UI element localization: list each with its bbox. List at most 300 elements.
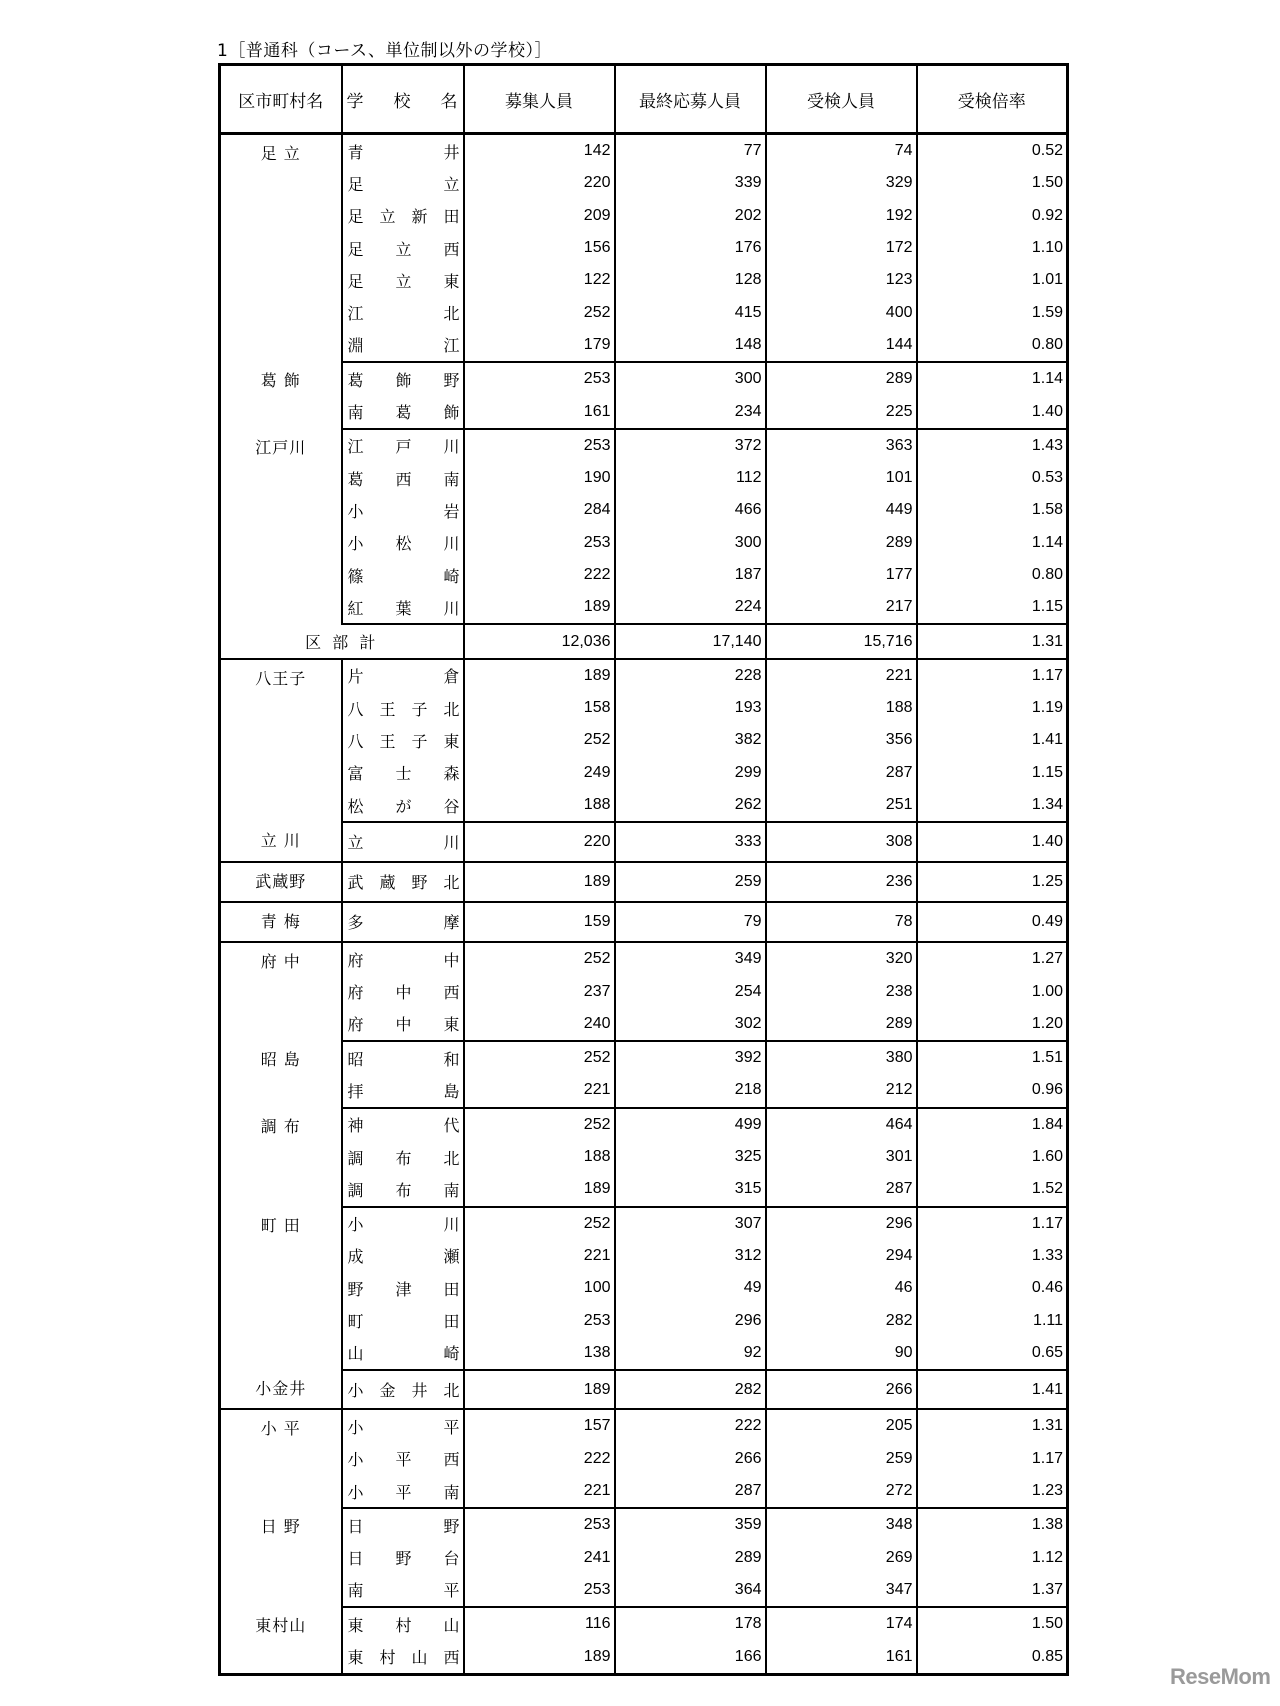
applicants-cell: 307	[615, 1207, 766, 1240]
school-name-char: 西	[395, 469, 412, 489]
capacity-cell: 189	[464, 659, 615, 692]
ratio-cell: 1.27	[917, 942, 1068, 975]
examinees-cell: 449	[766, 494, 917, 526]
school-name-char: 北	[443, 873, 460, 893]
table-row	[220, 494, 1068, 526]
table-row	[220, 232, 1068, 264]
school-name-cell	[342, 1337, 464, 1370]
applicants-cell: 77	[615, 134, 766, 168]
school-name-cell	[342, 429, 464, 462]
ratio-cell: 0.80	[917, 559, 1068, 591]
ratio-cell: 1.84	[917, 1108, 1068, 1141]
school-name-char: 葉	[395, 598, 412, 618]
ratio-cell: 0.92	[917, 200, 1068, 232]
table-row	[220, 1272, 1068, 1304]
district-cell: 町 田	[260, 1215, 301, 1235]
examinees-cell: 308	[766, 822, 917, 861]
examinees-cell: 238	[766, 975, 917, 1007]
school-name-cell	[342, 134, 464, 168]
school-name-char: 倉	[443, 667, 460, 687]
table-row	[220, 822, 1068, 861]
applicants-cell: 148	[615, 329, 766, 362]
school-name-cell	[342, 789, 464, 822]
table-row	[220, 1508, 1068, 1541]
capacity-cell: 122	[464, 264, 615, 296]
school-name-cell	[342, 1541, 464, 1573]
table-row	[220, 167, 1068, 199]
school-name-char: 東	[443, 731, 460, 751]
school-name-char: 子	[411, 699, 428, 719]
total-ratio: 1.31	[917, 624, 1068, 658]
ratio-cell: 1.11	[917, 1304, 1068, 1336]
school-name-cell	[342, 395, 464, 428]
capacity-cell: 190	[464, 462, 615, 494]
school-name-char: 立	[395, 271, 412, 291]
school-name-char: 瀬	[443, 1247, 460, 1267]
school-name-cell	[342, 692, 464, 724]
ratio-cell: 0.49	[917, 902, 1068, 942]
capacity-cell: 252	[464, 1207, 615, 1240]
school-name-cell	[342, 862, 464, 902]
applicants-cell: 178	[615, 1607, 766, 1640]
school-name-char: 西	[443, 1648, 460, 1667]
school-name-cell	[342, 659, 464, 692]
school-name-char: 成	[347, 1247, 364, 1267]
table-row	[220, 559, 1068, 591]
school-name-cell	[342, 1008, 464, 1041]
ratio-cell: 1.52	[917, 1173, 1068, 1206]
capacity-cell: 189	[464, 862, 615, 902]
header-district: 区市町村名	[220, 65, 342, 134]
examinees-cell: 400	[766, 296, 917, 328]
capacity-cell: 100	[464, 1272, 615, 1304]
school-name-char: 小	[347, 1215, 364, 1235]
table-row	[220, 789, 1068, 822]
school-name-cell	[342, 232, 464, 264]
capacity-cell: 252	[464, 942, 615, 975]
ratio-cell: 1.43	[917, 429, 1068, 462]
school-name-char: 川	[443, 437, 460, 457]
examinees-cell: 329	[766, 167, 917, 199]
table-row	[220, 862, 1068, 902]
examinees-cell: 348	[766, 1508, 917, 1541]
ratio-cell: 1.34	[917, 789, 1068, 822]
applicants-cell: 224	[615, 591, 766, 624]
ratio-cell: 1.00	[917, 975, 1068, 1007]
school-name-char: 村	[379, 1648, 396, 1667]
capacity-cell: 253	[464, 1304, 615, 1336]
capacity-cell: 249	[464, 757, 615, 789]
table-row	[220, 1304, 1068, 1336]
school-name-char: 田	[443, 207, 460, 227]
capacity-cell: 156	[464, 232, 615, 264]
school-name-char: 日	[347, 1549, 364, 1569]
capacity-cell: 253	[464, 1508, 615, 1541]
ratio-cell: 1.33	[917, 1240, 1068, 1272]
header-applicants: 最終応募人員	[615, 65, 766, 134]
school-name-char: 士	[395, 764, 412, 784]
school-name-char: 田	[443, 1279, 460, 1299]
ratio-cell: 1.31	[917, 1409, 1068, 1442]
table-row	[220, 724, 1068, 756]
capacity-cell: 221	[464, 1475, 615, 1508]
school-name-char: 神	[347, 1116, 364, 1136]
examinees-cell: 294	[766, 1240, 917, 1272]
examinees-cell: 46	[766, 1272, 917, 1304]
table-row	[220, 1074, 1068, 1107]
applicants-cell: 218	[615, 1074, 766, 1107]
ratio-cell: 1.37	[917, 1574, 1068, 1607]
school-name-char: 西	[443, 1450, 460, 1470]
capacity-cell: 179	[464, 329, 615, 362]
school-name-char: 篠	[347, 566, 364, 586]
capacity-cell: 189	[464, 1173, 615, 1206]
school-name-char: 立	[443, 174, 460, 194]
school-name-char: 江	[347, 437, 364, 457]
school-name-char: 南	[443, 469, 460, 489]
examinees-cell: 221	[766, 659, 917, 692]
applicants-cell: 364	[615, 1574, 766, 1607]
school-name-char: 足	[347, 174, 364, 194]
school-name-char: 小	[347, 1450, 364, 1470]
school-name-char: 南	[443, 1482, 460, 1502]
ratio-cell: 1.50	[917, 1607, 1068, 1640]
examinees-cell: 78	[766, 902, 917, 942]
school-name-char: 葛	[347, 370, 364, 390]
school-name-char: 中	[395, 983, 412, 1003]
capacity-cell: 157	[464, 1409, 615, 1442]
examinees-cell: 172	[766, 232, 917, 264]
examinees-cell: 363	[766, 429, 917, 462]
capacity-cell: 161	[464, 395, 615, 428]
ratio-cell: 1.50	[917, 167, 1068, 199]
table-row	[220, 1409, 1068, 1442]
district-cell: 足 立	[260, 144, 301, 163]
capacity-cell: 253	[464, 527, 615, 559]
capacity-cell: 237	[464, 975, 615, 1007]
capacity-cell: 189	[464, 1370, 615, 1409]
ratio-cell: 1.17	[917, 1443, 1068, 1475]
ratio-cell: 1.23	[917, 1475, 1068, 1508]
ratio-cell: 1.01	[917, 264, 1068, 296]
school-name-char: 北	[443, 304, 460, 324]
examinees-cell: 269	[766, 1541, 917, 1573]
school-name-char: 中	[443, 950, 460, 970]
ratio-cell: 0.52	[917, 134, 1068, 168]
school-name-char: 北	[443, 699, 460, 719]
district-cell: 調 布	[260, 1116, 301, 1136]
school-name-char: 日	[347, 1516, 364, 1536]
applicants-cell: 315	[615, 1173, 766, 1206]
school-name-char: 北	[443, 1381, 460, 1401]
school-name-cell	[342, 1108, 464, 1141]
school-name-char: 北	[443, 1148, 460, 1168]
school-name-char: 金	[379, 1381, 396, 1401]
school-name-char: 葛	[347, 469, 364, 489]
school-name-char: 紅	[347, 598, 364, 618]
applicants-cell: 259	[615, 862, 766, 902]
applicants-cell: 300	[615, 527, 766, 559]
applicants-cell: 128	[615, 264, 766, 296]
ratio-cell: 1.40	[917, 395, 1068, 428]
applicants-cell: 202	[615, 200, 766, 232]
school-name-cell	[342, 1443, 464, 1475]
applicants-cell: 300	[615, 362, 766, 395]
capacity-cell: 253	[464, 362, 615, 395]
school-name-char: 昭	[347, 1049, 364, 1069]
capacity-cell: 241	[464, 1541, 615, 1573]
school-name-char: 淵	[347, 336, 364, 356]
school-name-char: が	[395, 796, 412, 816]
district-cell: 小金井	[220, 1370, 342, 1409]
applicants-cell: 254	[615, 975, 766, 1007]
district-cell: 立 川	[220, 822, 342, 861]
school-name-cell	[342, 942, 464, 975]
school-name-cell	[342, 1173, 464, 1206]
district-cell: 日 野	[260, 1517, 301, 1537]
school-name-char: 台	[443, 1549, 460, 1569]
total-applicants: 17,140	[615, 624, 766, 658]
ratio-cell: 1.15	[917, 757, 1068, 789]
school-name-char: 立	[395, 239, 412, 259]
school-name-char: 平	[395, 1482, 412, 1502]
applicants-cell: 325	[615, 1141, 766, 1173]
capacity-cell: 142	[464, 134, 615, 168]
school-name-char: 川	[443, 598, 460, 618]
admissions-table	[218, 63, 1069, 1676]
school-name-char: 山	[411, 1648, 428, 1667]
applicants-cell: 193	[615, 692, 766, 724]
school-name-char: 武	[347, 873, 364, 893]
school-name-char: 立	[379, 207, 396, 227]
ratio-cell: 1.14	[917, 527, 1068, 559]
table-row	[220, 296, 1068, 328]
school-name-cell	[342, 975, 464, 1007]
school-name-cell	[342, 1207, 464, 1240]
school-name-cell	[342, 1370, 464, 1409]
ratio-cell: 1.17	[917, 1207, 1068, 1240]
ratio-cell: 1.25	[917, 862, 1068, 902]
table-caption: 1［普通科（コース、単位制以外の学校）］	[217, 41, 552, 61]
applicants-cell: 382	[615, 724, 766, 756]
table-row	[220, 1640, 1068, 1674]
school-name-char: 井	[411, 1381, 428, 1401]
school-name-char: 野	[395, 1549, 412, 1569]
applicants-cell: 112	[615, 462, 766, 494]
school-name-cell	[342, 296, 464, 328]
school-name-char: 布	[395, 1180, 412, 1200]
school-name-char: 摩	[443, 913, 460, 933]
school-name-char: 代	[443, 1116, 460, 1136]
school-name-cell	[342, 559, 464, 591]
applicants-cell: 466	[615, 494, 766, 526]
school-name-char: 江	[443, 336, 460, 356]
school-name-cell	[342, 1409, 464, 1442]
school-name-cell	[342, 822, 464, 861]
applicants-cell: 49	[615, 1272, 766, 1304]
examinees-cell: 161	[766, 1640, 917, 1674]
school-name-cell	[342, 1074, 464, 1107]
school-name-char: 府	[347, 983, 364, 1003]
ratio-cell: 0.65	[917, 1337, 1068, 1370]
examinees-cell: 356	[766, 724, 917, 756]
ratio-cell: 1.58	[917, 494, 1068, 526]
school-name-char: 王	[379, 699, 396, 719]
examinees-cell: 289	[766, 527, 917, 559]
school-name-cell	[342, 1041, 464, 1074]
table-row	[220, 362, 1068, 395]
capacity-cell: 159	[464, 902, 615, 942]
table-row	[220, 1475, 1068, 1508]
applicants-cell: 499	[615, 1108, 766, 1141]
capacity-cell: 188	[464, 1141, 615, 1173]
table-row	[220, 1008, 1068, 1041]
school-name-char: 東	[443, 1015, 460, 1035]
school-name-cell	[342, 329, 464, 362]
table-row	[220, 1207, 1068, 1240]
applicants-cell: 187	[615, 559, 766, 591]
examinees-cell: 205	[766, 1409, 917, 1442]
table-row	[220, 1337, 1068, 1370]
ratio-cell: 0.53	[917, 462, 1068, 494]
examinees-cell: 272	[766, 1475, 917, 1508]
examinees-cell: 177	[766, 559, 917, 591]
examinees-cell: 380	[766, 1041, 917, 1074]
examinees-cell: 212	[766, 1074, 917, 1107]
school-name-cell	[342, 724, 464, 756]
total-examinees: 15,716	[766, 624, 917, 658]
applicants-cell: 349	[615, 942, 766, 975]
school-name-char: 布	[395, 1148, 412, 1168]
table-row	[220, 527, 1068, 559]
school-name-char: 南	[347, 403, 364, 423]
applicants-cell: 79	[615, 902, 766, 942]
school-name-char: 富	[347, 764, 364, 784]
school-name-char: 足	[347, 271, 364, 291]
school-name-char: 江	[347, 304, 364, 324]
school-name-char: 野	[347, 1279, 364, 1299]
examinees-cell: 289	[766, 1008, 917, 1041]
school-name-cell	[342, 264, 464, 296]
school-name-char: 平	[443, 1581, 460, 1601]
school-name-char: 崎	[443, 1344, 460, 1364]
ratio-cell: 1.40	[917, 822, 1068, 861]
ratio-cell: 0.80	[917, 329, 1068, 362]
table-row	[220, 942, 1068, 975]
header-school-char: 名	[440, 91, 458, 112]
school-name-char: 島	[443, 1081, 460, 1101]
district-cell: 江戸川	[255, 437, 307, 457]
district-cell: 東村山	[255, 1616, 307, 1636]
school-name-char: 森	[443, 764, 460, 784]
ratio-cell: 1.59	[917, 296, 1068, 328]
table-row	[220, 1041, 1068, 1074]
school-name-cell	[342, 902, 464, 942]
school-name-cell	[342, 1304, 464, 1336]
examinees-cell: 287	[766, 1173, 917, 1206]
capacity-cell: 220	[464, 167, 615, 199]
school-name-char: 野	[443, 1516, 460, 1536]
school-name-cell	[342, 1475, 464, 1508]
applicants-cell: 333	[615, 822, 766, 861]
school-name-char: 町	[347, 1312, 364, 1332]
applicants-cell: 415	[615, 296, 766, 328]
school-name-char: 田	[443, 1312, 460, 1332]
examinees-cell: 287	[766, 757, 917, 789]
school-name-cell	[342, 591, 464, 624]
school-name-cell	[342, 1574, 464, 1607]
examinees-cell: 101	[766, 462, 917, 494]
examinees-cell: 236	[766, 862, 917, 902]
table-row	[220, 757, 1068, 789]
school-name-char: 小	[347, 501, 364, 521]
total-row	[220, 624, 1068, 658]
school-name-char: 小	[347, 1381, 364, 1401]
applicants-cell: 359	[615, 1508, 766, 1541]
school-name-char: 足	[347, 239, 364, 259]
examinees-cell: 123	[766, 264, 917, 296]
school-name-char: 青	[347, 142, 364, 162]
school-name-char: 王	[379, 731, 396, 751]
table-row	[220, 264, 1068, 296]
school-name-cell	[342, 1640, 464, 1674]
applicants-cell: 289	[615, 1541, 766, 1573]
table-row	[220, 975, 1068, 1007]
school-name-char: 山	[347, 1344, 364, 1364]
capacity-cell: 221	[464, 1074, 615, 1107]
district-cell: 武蔵野	[220, 862, 342, 902]
ratio-cell: 1.60	[917, 1141, 1068, 1173]
applicants-cell: 234	[615, 395, 766, 428]
school-name-cell	[342, 1272, 464, 1304]
school-name-char: 東	[443, 271, 460, 291]
school-name-char: 新	[411, 207, 428, 227]
school-name-char: 野	[443, 370, 460, 390]
ratio-cell: 1.10	[917, 232, 1068, 264]
district-cell: 葛 飾	[260, 371, 301, 391]
header-school-char: 学	[346, 91, 364, 112]
school-name-char: 多	[347, 913, 364, 933]
school-name-cell	[342, 1141, 464, 1173]
capacity-cell: 253	[464, 429, 615, 462]
table-row	[220, 1173, 1068, 1206]
examinees-cell: 174	[766, 1607, 917, 1640]
table-row	[220, 462, 1068, 494]
examinees-cell: 266	[766, 1370, 917, 1409]
applicants-cell: 166	[615, 1640, 766, 1674]
school-name-char: 調	[347, 1148, 364, 1168]
applicants-cell: 372	[615, 429, 766, 462]
applicants-cell: 228	[615, 659, 766, 692]
school-name-char: 足	[347, 207, 364, 227]
capacity-cell: 284	[464, 494, 615, 526]
capacity-cell: 189	[464, 591, 615, 624]
applicants-cell: 262	[615, 789, 766, 822]
school-name-char: 小	[347, 1482, 364, 1502]
school-name-char: 井	[443, 142, 460, 162]
table-row	[220, 329, 1068, 362]
applicants-cell: 176	[615, 232, 766, 264]
capacity-cell: 220	[464, 822, 615, 861]
applicants-cell: 392	[615, 1041, 766, 1074]
school-name-cell	[342, 1607, 464, 1640]
table-row	[220, 902, 1068, 942]
school-name-char: 川	[443, 1215, 460, 1235]
capacity-cell: 188	[464, 789, 615, 822]
header-capacity: 募集人員	[464, 65, 615, 134]
school-name-cell	[342, 200, 464, 232]
school-name-cell	[342, 494, 464, 526]
